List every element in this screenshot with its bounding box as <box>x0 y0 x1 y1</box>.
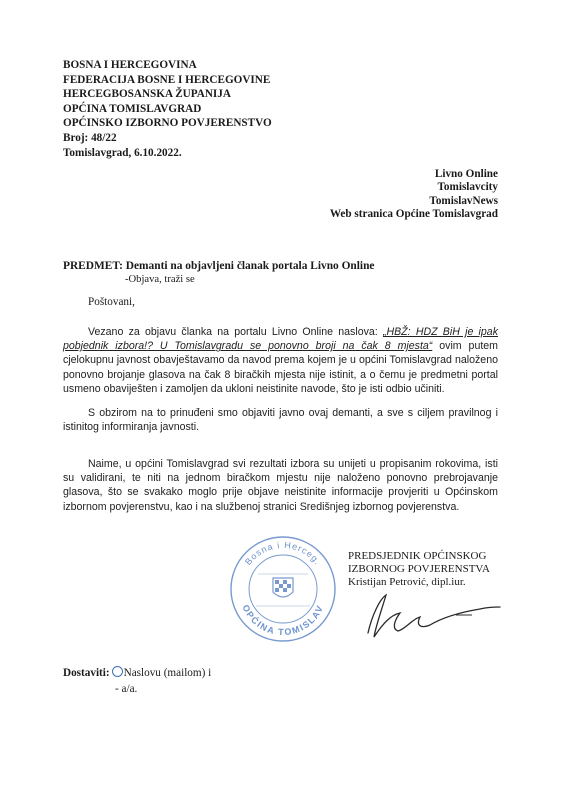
stamp-top-text: Bosna i Herceg. <box>242 539 324 567</box>
letterhead-line: OPĆINSKO IZBORNO POVJERENSTVO <box>63 117 272 130</box>
recipient: TomislavNews <box>429 194 498 207</box>
paragraph-3 <box>63 457 498 514</box>
signature-block <box>348 550 490 589</box>
handwritten-signature <box>360 585 510 645</box>
recipients-block <box>330 168 498 222</box>
signature-title: IZBORNOG POVJERENSTVA <box>348 563 490 575</box>
letterhead-line: HERCEGBOSANSKA ŽUPANIJA <box>63 88 231 101</box>
paragraph-2-text: S obzirom na to prinuđeni smo objaviti javno ovaj demanti, a sve s ciljem pravilnog i istinitog informiranja javnosti. <box>63 407 498 434</box>
stamp-bottom-text: OPĆINA TOMISLAV <box>240 603 326 638</box>
svg-text:Bosna i Herceg. <box>243 540 323 567</box>
delivery-label: Dostaviti: <box>63 667 110 679</box>
delivery-line-2: - a/a. <box>115 683 138 695</box>
document-date: Tomislavgrad, 6.10.2022. <box>63 146 182 159</box>
article-title-link[interactable]: „HBŽ: HDZ BiH je ipak pobjednik izbora!? U Tomislavgradu se ponovno broji na čak 8 mjesta“ <box>63 326 498 353</box>
subject-block <box>63 259 375 287</box>
paragraph-2 <box>63 406 498 434</box>
document-number: Broj: 48/22 <box>63 131 117 144</box>
letterhead-line: OPĆINA TOMISLAVGRAD <box>63 102 202 115</box>
recipient: Web stranica Općine Tomislavgrad <box>329 208 498 221</box>
official-stamp <box>228 534 338 644</box>
letterhead <box>63 58 272 160</box>
recipient: Livno Online <box>434 168 498 180</box>
circle-bullet-icon <box>112 666 123 677</box>
delivery-line-1: Naslovu (mailom) i <box>123 667 212 679</box>
paragraph-1-intro: Vezano za objavu članka na portalu Livno Online naslova: <box>88 326 383 338</box>
delivery-block <box>63 665 211 697</box>
subject-label: PREDMET: <box>63 260 123 272</box>
paragraph-3-text: Naime, u općini Tomislavgrad svi rezultati izbora su unijeti u propisanim rokovima, isti su validirani, te niti na jednom biračkom mjestu nije naloženo ponovno prebrojavanje glasova, što se svakako moglo prije objave neistinite informacije provjeriti u Općinskom izbornom povjerenstvu, kao i na službenoj stranici Središnjeg izbornog povjerenstva. <box>63 458 498 513</box>
letterhead-line: FEDERACIJA BOSNE I HERCEGOVINE <box>63 73 271 86</box>
letterhead-line: BOSNA I HERCEGOVINA <box>63 59 197 71</box>
signature-title: PREDSJEDNIK OPĆINSKOG <box>348 550 487 562</box>
recipient: Tomislavcity <box>437 181 498 194</box>
paragraph-1-rest: ovim putem cjelokupnu javnost obavještavamo da navod prema kojem je u općini Tomislavgrad naloženo ponovno brojanje glasova na čak 8 biračkih mjesta nije istinit, a o čemu je predmetni portal usmeno obaviješten i zamoljen da ukloni neistinite navode, što je isti odbio učiniti. <box>63 340 498 395</box>
paragraph-1 <box>63 325 498 396</box>
greeting: Poštovani, <box>88 296 135 308</box>
subject-title: Demanti na objavljeni članak portala Livno Online <box>125 260 375 272</box>
subject-subline: -Objava, traži se <box>125 274 195 285</box>
coat-of-arms-icon <box>273 578 293 597</box>
signatory-name: Kristijan Petrović, dipl.iur. <box>348 576 466 588</box>
